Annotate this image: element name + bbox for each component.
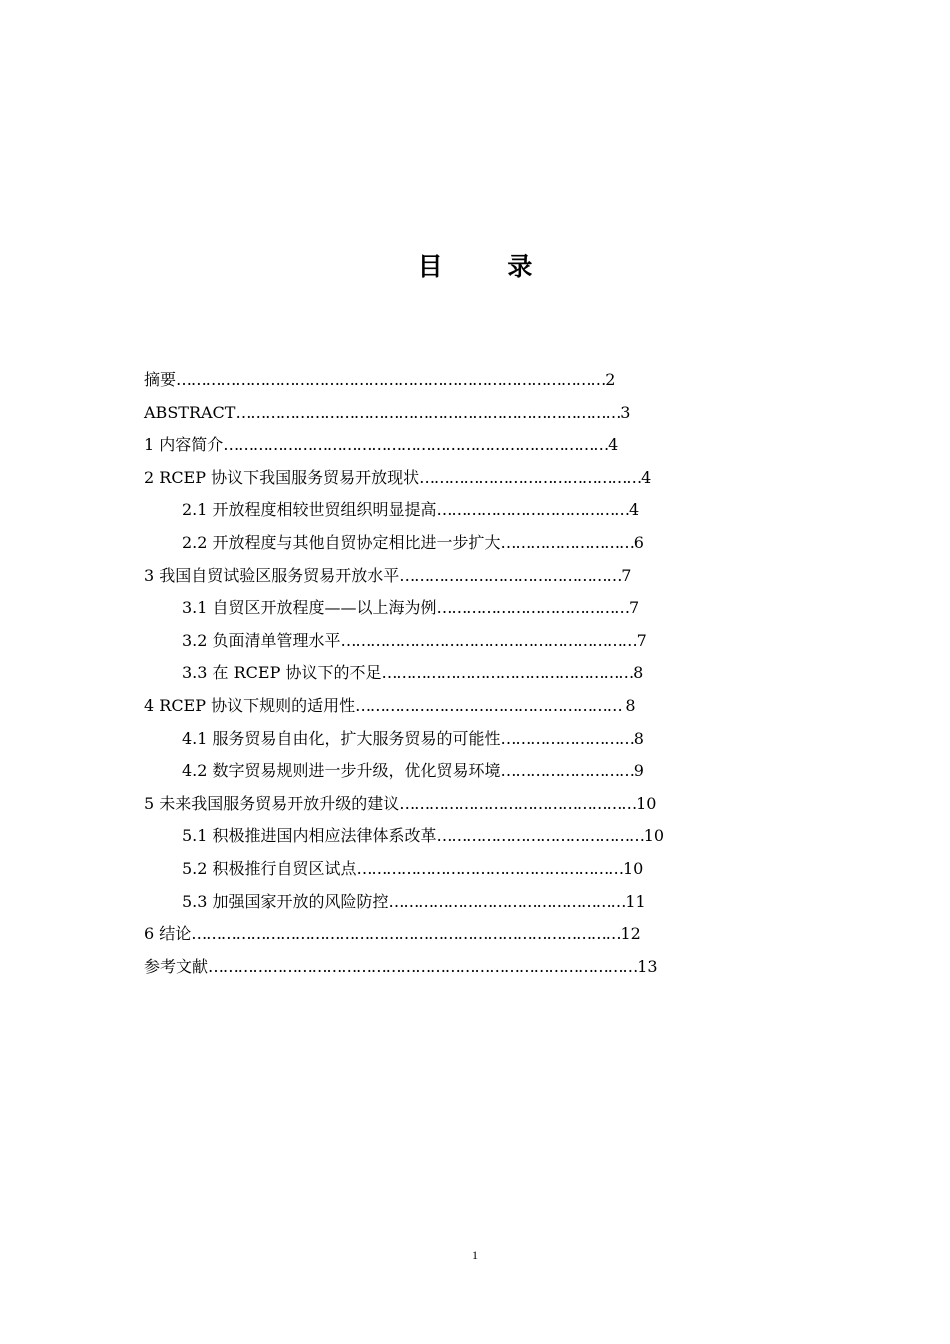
- toc-entry-page: 12: [620, 924, 641, 944]
- toc-entry-section-2[interactable]: [144, 464, 651, 492]
- toc-entry-text: 4.2 数字贸易规则进一步升级，优化贸易环境: [182, 761, 501, 781]
- toc-entry-section-2-2[interactable]: [182, 529, 644, 557]
- toc-entry-page: 8: [625, 696, 636, 715]
- toc-entry-text: 参考文献: [144, 956, 209, 976]
- toc-entry-page: 10: [643, 826, 665, 846]
- toc-entry-leader: ………………………………………………: [355, 696, 626, 715]
- toc-entry-page: 4: [608, 435, 619, 455]
- toc-entry-section-5-1[interactable]: [182, 822, 664, 850]
- toc-entry-leader: ………………………: [500, 728, 634, 748]
- toc-entry-text: 3.3 在 RCEP 协议下的不足: [182, 663, 382, 683]
- toc-entry-page: 7: [628, 598, 640, 618]
- toc-entry-leader: ……………………………………………………………………………: [208, 956, 638, 976]
- toc-entry-page: 8: [633, 728, 644, 748]
- toc-entry-text: 摘要: [144, 370, 177, 389]
- toc-entry-text: 2.2 开放程度与其他自贸协定相比进一步扩大: [182, 533, 501, 552]
- toc-entry-leader: …………………………………: [436, 500, 629, 520]
- toc-entry-page: 9: [633, 761, 644, 781]
- toc-entry-leader: …………………………………………: [388, 891, 626, 911]
- toc-entry-section-2-1[interactable]: [182, 496, 639, 524]
- toc-entry-text: 5 未来我国服务贸易开放升级的建议: [144, 793, 400, 813]
- toc-entry-leader: ……………………………………: [436, 826, 644, 846]
- toc-entry-text: 6 结论: [144, 924, 192, 944]
- toc-entry-page: 8: [633, 663, 644, 683]
- toc-entry-text: 5.2 积极推行自贸区试点: [182, 859, 357, 878]
- toc-entry-leader: ………………………………………: [419, 467, 642, 487]
- toc-entry-leader: ……………………………………………: [381, 663, 634, 683]
- page-number: 1: [472, 1248, 478, 1262]
- toc-entry-section-5[interactable]: [144, 790, 656, 818]
- toc-entry-leader: ……………………………………………………………………: [235, 402, 621, 422]
- toc-entry-page: 10: [636, 793, 657, 813]
- toc-entry-text: 3.1 自贸区开放程度——以上海为例: [182, 598, 437, 618]
- toc-entry-section-3[interactable]: [144, 562, 631, 590]
- toc-entry-section-3-1[interactable]: [182, 594, 639, 622]
- toc-entry-page: 7: [636, 630, 647, 650]
- toc-entry-page: 13: [637, 956, 658, 976]
- toc-entry-section-3-2[interactable]: [182, 627, 647, 655]
- toc-entry-text: 2 RCEP 协议下我国服务贸易开放现状: [144, 467, 420, 487]
- toc-entry-page: 2: [605, 370, 616, 389]
- toc-entry-leader: ……………………………………………………………………: [223, 435, 609, 455]
- toc-entry-text: 3 我国自贸试验区服务贸易开放水平: [144, 565, 400, 585]
- toc-entry-page: 7: [621, 565, 632, 585]
- toc-entry-section-5-2[interactable]: [182, 855, 643, 883]
- toc-entry-text: 5.3 加强国家开放的风险防控: [182, 891, 389, 911]
- toc-entry-leader: …………………………………: [436, 598, 629, 618]
- toc-entry-page: 3: [620, 402, 631, 422]
- toc-entry-section-4[interactable]: [144, 692, 636, 720]
- toc-entry-section-4-2[interactable]: [182, 757, 644, 785]
- toc-entry-section-4-1[interactable]: [182, 725, 644, 753]
- toc-entry-text: 4.1 服务贸易自由化，扩大服务贸易的可能性: [182, 728, 501, 748]
- toc-entry-leader: ………………………………………: [399, 565, 622, 585]
- toc-entry-abstract-cn[interactable]: [144, 366, 615, 394]
- toc-entry-leader: ……………………………………………………: [340, 630, 637, 650]
- toc-entry-page: 4: [641, 467, 652, 487]
- toc-entry-references[interactable]: [144, 953, 658, 981]
- toc-entry-section-1[interactable]: [144, 431, 618, 459]
- toc-entry-text: 4 RCEP 协议下规则的适用性: [144, 696, 356, 715]
- toc-entry-section-3-3[interactable]: [182, 659, 643, 687]
- toc-entry-leader: ………………………………………………: [356, 859, 623, 878]
- page-title: 目 录: [417, 252, 561, 281]
- toc-entry-section-5-3[interactable]: [182, 888, 646, 916]
- toc-entry-abstract-en[interactable]: [144, 399, 630, 427]
- toc-entry-leader: ……………………………………………………………………………: [176, 370, 606, 389]
- toc-entry-leader: ………………………: [500, 761, 634, 781]
- toc-entry-text: 2.1 开放程度相较世贸组织明显提高: [182, 500, 437, 520]
- toc-entry-text: ABSTRACT: [144, 402, 236, 422]
- toc-entry-page: 6: [633, 533, 644, 552]
- toc-entry-text: 3.2 负面清单管理水平: [182, 630, 341, 650]
- toc-entry-leader: ………………………: [500, 533, 634, 552]
- toc-entry-text: 5.1 积极推进国内相应法律体系改革: [182, 826, 437, 846]
- toc-entry-page: 4: [628, 500, 640, 520]
- toc-entry-section-6[interactable]: [144, 920, 641, 948]
- toc-entry-page: 10: [622, 859, 644, 878]
- toc-entry-page: 11: [625, 891, 646, 911]
- toc-entry-leader: …………………………………………: [399, 793, 637, 813]
- toc-entry-text: 1 内容简介: [144, 435, 224, 455]
- toc-entry-leader: ……………………………………………………………………………: [191, 924, 621, 944]
